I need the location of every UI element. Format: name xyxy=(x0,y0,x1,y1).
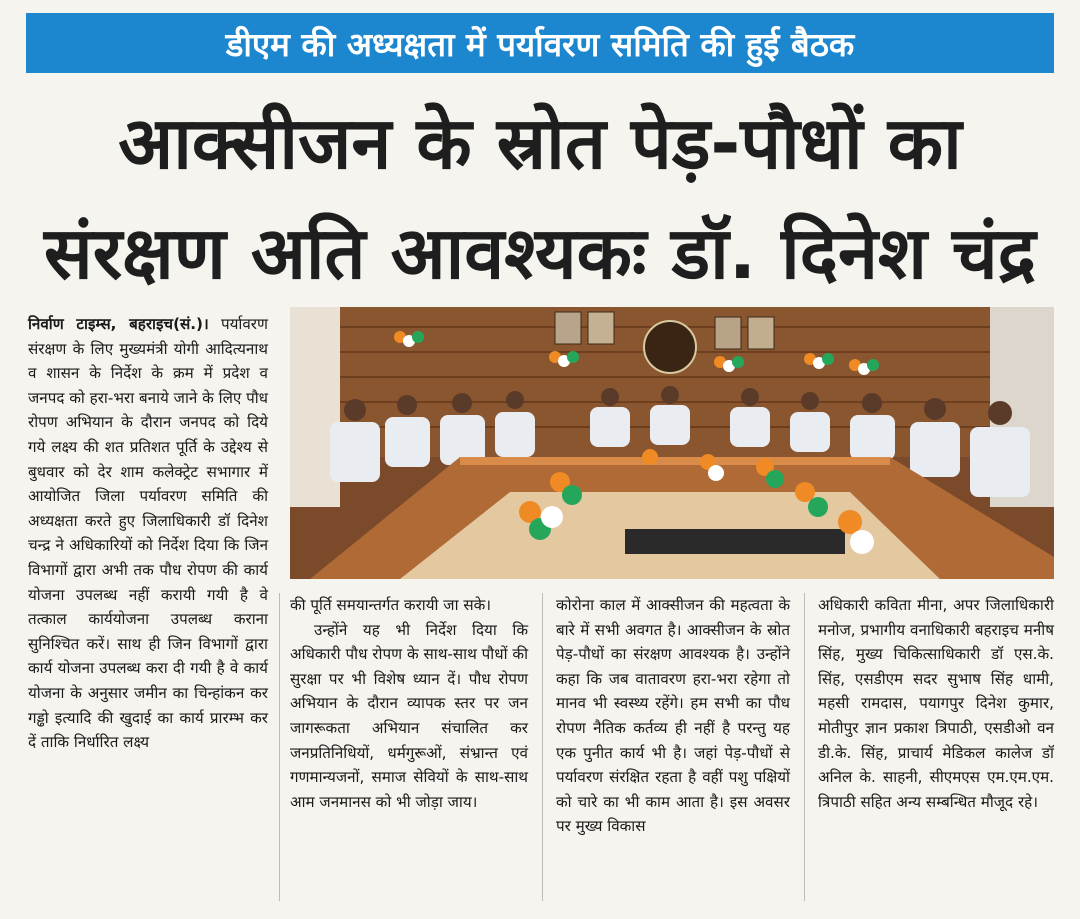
column-divider xyxy=(542,593,543,901)
column-1-text: पर्यावरण संरक्षण के लिए मुख्यमंत्री योगी आदित्यनाथ व शासन के निर्देश के क्रम में प्रदेश व जनपद को हरा-भरा बनाये जाने के लिए पौध रोपण अभियान के दौरान जनपद को दिये गये लक्ष्य की शत प्रतिशत पूर्ति के उद्देश्य से बुधवार को देर शाम कलेक्ट्रेट सभागार में आयोजित जिला पर्यावरण समिति की अध्यक्षता करते हुए जिलाधिकारी डॉ दिनेश चन्द्र ने अधिकारियों को निर्देश दिया कि जिन विभागों द्वारा अभी तक पौध रोपण की कार्य योजना उपलब्ध नहीं करायी गयी है वे तत्काल कार्ययोजना उपलब्ध कराना सुनिश्चित करें। साथ ही जिन विभागों द्वारा कार्य योजना उपलब्ध करा दी गयी है वे कार्य योजना के अनुसार जमीन का चिन्हांकन कर गड्ढो इत्यादि की खुदाई का कार्य प्रारम्भ कर दें ताकि निर्धारित लक्ष्य xyxy=(28,315,268,752)
headline-line-2: संरक्षण अति आवश्यकः डॉ. दिनेश चंद्र xyxy=(44,211,1036,295)
dateline: निर्वाण टाइम्स, बहराइच(सं.)। xyxy=(28,315,209,333)
headline-line-1: आक्सीजन के स्रोत पेड़-पौधों का xyxy=(118,101,962,185)
article-column-4 xyxy=(818,593,1054,814)
column-4-text: अधिकारी कविता मीना, अपर जिलाधिकारी मनोज, प्रभागीय वनाधिकारी बहराइच मनीष सिंह, मुख्य चिकित्साधिकारी डॉ एस.के. सिंह, एसडीएम सदर सुभाष सिंह धामी, महसी रामदास, पयागपुर दिनेश कुमार, मोतीपुर ज्ञान प्रकाश त्रिपाठी, एसडीओ वन डी.के. सिंह, प्राचार्य मेडिकल कालेज डॉ अनिल के. साहनी, सीएमएस एम.एम.एम. त्रिपाठी सहित अन्य सम्बन्धित मौजूद रहे। xyxy=(818,596,1054,811)
article-column-2 xyxy=(290,593,528,814)
meeting-photo xyxy=(290,307,1054,579)
column-divider xyxy=(279,593,280,901)
kicker-banner: डीएम की अध्यक्षता में पर्यावरण समिति की हुई बैठक xyxy=(26,13,1054,73)
column-2-paragraph-1: की पूर्ति समयान्तर्गत करायी जा सके। xyxy=(290,596,492,614)
column-3-text: कोरोना काल में आक्सीजन की महत्वता के बारे में सभी अवगत है। आक्सीजन के स्रोत पेड़-पौधों का संरक्षण आवश्यक है। उन्होंने कहा कि जब वातावरण हरा-भरा रहेगा तो मानव भी स्वस्थ्य रहेंगे। हम सभी का पौध रोपण नैतिक कर्तव्य ही नहीं है परन्तु यह एक पुनीत कार्य भी है। जहां पेड़-पौधों से पर्यावरण संरक्षित रहता है वहीं पशु पक्षियों को चारे का भी काम आता है। इस अवसर पर मुख्य विकास xyxy=(556,596,790,836)
column-divider xyxy=(804,593,805,901)
article-column-3 xyxy=(556,593,790,839)
column-2-paragraph-2: उन्होंने यह भी निर्देश दिया कि अधिकारी पौध रोपण के साथ-साथ पौधों की सुरक्षा पर भी विशेष ध्यान दें। पौध रोपण अभियान के दौरान व्यापक स्तर पर जन जागरूकता अभियान संचालित कर जनप्रतिनिधियों, धर्मगुरूओं, संभ्रान्त एवं गणमान्यजनों, समाज सेवियों के साथ-साथ आम जनमानस को भी जोड़ा जाय। xyxy=(290,620,528,811)
article-column-1 xyxy=(28,312,268,755)
